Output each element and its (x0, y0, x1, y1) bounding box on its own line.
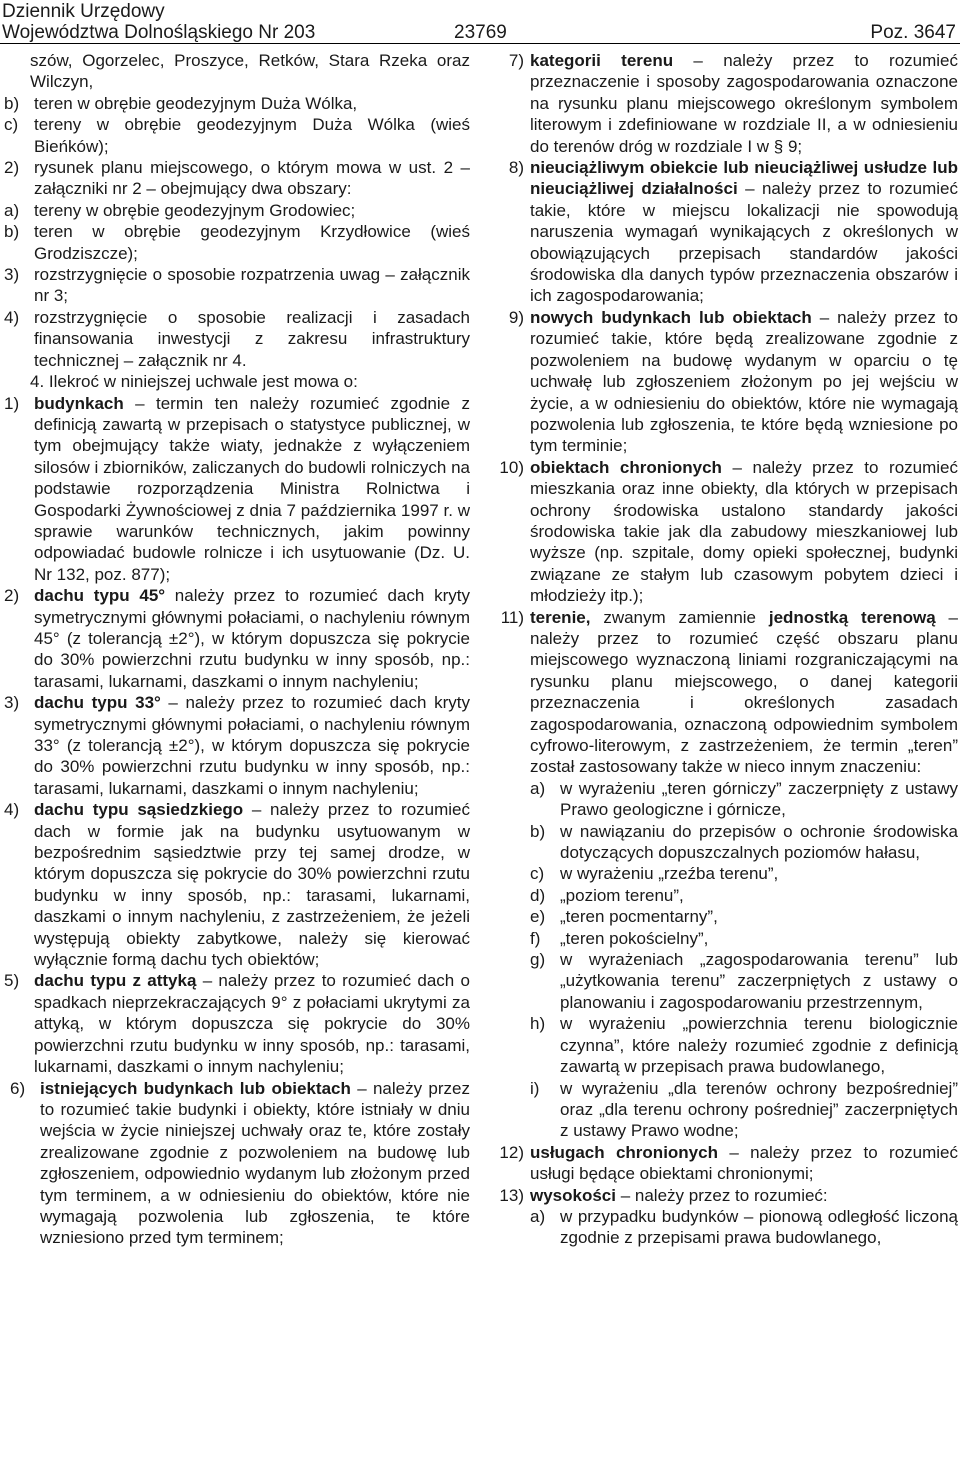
list-item: a) tereny w obrębie geodezyjnym Grodowiec; (4, 200, 356, 220)
sub-item: e) „teren pocmentarny”, (530, 907, 718, 927)
definition-item: 5) dachu typu z attyką – należy przez to rozumieć dach o spadkach nieprzekraczających 9° z połaciami ukrytymi za attyką, w którym dopuszcza się pokrycie do 30% powierzchni rzutu budynku w inny sposób, np.: tarasami, lukarnami, daszkami o innym nachyleniu; (4, 971, 470, 1077)
term: istniejących budynkach lub obiektach (40, 1078, 351, 1098)
list-item: c) tereny w obrębie geodezyjnym Duża Wólka (wieś Bieńków); (4, 115, 470, 156)
definition-item: 6) istniejących budynkach lub obiektach – należy przez to rozumieć takie budynki i obiekty, które istniały w dniu wejścia w życie niniejszej uchwały oraz te, które zostały zrealizowane zgodnie z pozwoleniem na budowę lub zgłoszeniem, odpowiednio wydanym lub złożonym przed tym terminem, a w odniesieniu do obiektów, które nie wymagają pozwolenia lub zgłoszenia, te które wzniesiono przed tym terminem; (10, 1078, 470, 1248)
sub-item: g) w wyrażeniach „zagospodarowania terenu” lub „użytkowania terenu” zaczerpniętych z ustawy o planowaniu i zagospodarowaniu przestrzennym, (530, 950, 958, 1012)
position-number: Poz. 3647 (870, 22, 956, 43)
list-item: 3) rozstrzygnięcie o sposobie rozpatrzenia uwag – załącznik nr 3; (4, 265, 470, 306)
journal-title: Dziennik Urzędowy (2, 1, 165, 22)
list-item-continuation: szów, Ogorzelec, Proszyce, Retków, Stara Rzeka oraz Wilczyn, (30, 51, 470, 92)
sub-item: a) w przypadku budynków – pionową odległość liczoną zgodnie z przepisami prawa budowlanego, (530, 1206, 958, 1248)
term: wysokości (530, 1185, 616, 1205)
term: obiektach chronionych (530, 457, 722, 477)
definition-item: 10) obiektach chronionych – należy przez to rozumieć mieszkania oraz inne obiekty, dla których w przepisach ochrony środowiska ustalono standardy jakości środowiska takie jak dla zabudowy mieszkaniowej lub wyższe (np. szpitale, domy opieki społecznej, budynki związane ze stałym lub czasowym pobytem dzieci i młodzieży itp.); (499, 457, 958, 606)
term: kategorii terenu (530, 51, 674, 70)
term: dachu typu z attyką (34, 971, 197, 991)
sub-item: a) w wyrażeniu „teren górniczy” zaczerpnięty z ustawy Prawo geologiczne i górnicze, (530, 778, 958, 820)
definition-item: 9) nowych budynkach lub obiektach – należy przez to rozumieć takie, które będą zrealizowane zgodnie z pozwoleniem na budowę wydanym w oparciu o tę uchwałę lub zgłoszeniem złożonym po jej wejściu w życie, a w odniesieniu do obiektów, które nie wymagają pozwolenia lub zgłoszenia, te które będą wzniesione po tym terminie; (508, 307, 958, 456)
definition-item: 1) budynkach – termin ten należy rozumieć zgodnie z definicją zawartą w przepisach o statystyce publicznej, w tym obejmujący także wiaty, jednakże z wyłączeniem silosów i zbiorników, zaliczanych do budowli rolniczych na podstawie rozporządzenia Ministra Rolnictwa i Gospodarki Żywnościowej z dnia 7 października 1997 r. w sprawie warunków technicznych, jakim powinny odpowiadać budowle rolnicze i ich usytuowanie (Dz. U. Nr 132, poz. 877); (4, 393, 470, 584)
page-number: 23769 (454, 22, 507, 43)
definition-item: 12) usługach chronionych – należy przez to rozumieć usługi będące obiektami chronionymi; (499, 1142, 959, 1184)
sub-item: b) w nawiązaniu do przepisów o ochronie środowiska dotyczących dopuszczalnych poziomów hałasu, (530, 821, 958, 863)
paragraph-heading: 4. Ilekroć w niniejszej uchwale jest mowa o: (30, 372, 358, 392)
definition-item: 11) terenie, zwanym zamiennie jednostką terenową – należy przez to rozumieć część obszaru planu miejscowego wyznaczoną liniami rozgraniczającymi na rysunku planu miejscowego, o danej kategorii przeznaczenia i określonych zasadach zagospodarowania, oznaczoną odpowiednim symbolem cyfrowo-literowym, z zastrzeżeniem, że termin „teren” został zastosowany także w nieco innym znaczeniu: (500, 607, 958, 777)
header-divider (0, 43, 960, 44)
sub-item: i) w wyrażeniu „dla terenów ochrony bezpośredniej” oraz „dla terenu ochrony pośredniej” zaczerpniętych z ustawy Prawo wodne; (530, 1078, 958, 1141)
list-item: 2) rysunek planu miejscowego, o którym mowa w ust. 2 – załączniki nr 2 – obejmujący dwa obszary: (4, 158, 470, 199)
right-column (490, 50, 958, 1249)
term: nieuciążliwym obiekcie lub nieuciążliwej usłudze lub nieuciążliwej działalności (530, 158, 958, 199)
list-item: b) teren w obrębie geodezyjnym Duża Wólka, (4, 93, 358, 113)
list-item: 4) rozstrzygnięcie o sposobie realizacji i zasadach finansowania inwestycji z zakresu infrastruktury technicznej – załącznik nr 4. (4, 307, 470, 370)
definition-item: 3) dachu typu 33° – należy przez to rozumieć dach kryty symetrycznymi głównymi połaciami, o nachyleniu równym 33° (z tolerancją ±2°), w którym dopuszcza się pokrycie do 30% powierzchni rzutu budynku w inny sposób, np.: tarasami, lukarnami, daszkami o innym nachyleniu; (4, 693, 470, 798)
sub-item: h) w wyrażeniu „powierzchnia terenu biologicznie czynna”, które należy rozumieć zgodnie z definicją zawartą w przepisach prawa budowlanego, (530, 1014, 958, 1077)
list-item: b) teren w obrębie geodezyjnym Krzydłowice (wieś Grodziszcze); (4, 222, 470, 263)
term: nowych budynkach lub obiektach (530, 307, 812, 327)
term: dachu typu 33° (34, 693, 161, 713)
sub-item: c) w wyrażeniu „rzeźba terenu”, (530, 864, 779, 884)
definition-item: 7) kategorii terenu – należy przez to rozumieć przeznaczenie i sposoby zagospodarowania oznaczone na rysunku planu miejscowego określonym symbolem literowym i zdefiniowane w rozdziale II, a w odniesieniu do terenów dróg w rozdziale I w § 9; (508, 51, 958, 156)
definition-item: 4) dachu typu sąsiedzkiego – należy przez to rozumieć dach w formie jak na budynku usytuowanym w bezpośrednim sąsiedztwie przy tej samej drodze, w którym dopuszcza się pokrycie do 30% powierzchni rzutu budynku w inny sposób, np.: tarasami, lukarnami, daszkami o innym nachyleniu, z zastrzeżeniem, że jeżeli występują obiekty zabytkowe, należy się kierować wyłącznie formą dachu tych obiektów; (4, 800, 470, 970)
term: usługach chronionych (530, 1142, 718, 1162)
term: budynkach (34, 393, 124, 413)
term: dachu typu sąsiedzkiego (34, 800, 244, 820)
term: jednostką terenową (768, 607, 936, 627)
left-column (4, 50, 470, 1249)
sub-item: d) „poziom terenu”, (530, 885, 684, 905)
page-header (0, 0, 960, 44)
sub-item: f) „teren pokościelny”, (530, 928, 709, 948)
definition-item: 2) dachu typu 45° należy przez to rozumieć dach kryty symetrycznymi głównymi połaciami, o nachyleniu równym 45° (z tolerancją ±2°), w którym dopuszcza się pokrycie do 30% powierzchni rzutu budynku w inny sposób, np.: tarasami, lukarnami, daszkami o innym nachyleniu; (4, 586, 470, 691)
term: terenie, (530, 607, 591, 627)
definition-item: 8) nieuciążliwym obiekcie lub nieuciążliwej usłudze lub nieuciążliwej działalności – należy przez to rozumieć takie, które w miejscu lokalizacji nie spowodują naruszenia wymagań wynikających z określonych w obowiązujących przepisach standardów jakości środowiska dla danych typów przeznaczenia obszarów i ich zagospodarowania; (508, 158, 959, 306)
definition-item: 13) wysokości – należy przez to rozumieć: (499, 1185, 828, 1205)
term: dachu typu 45° (34, 586, 166, 606)
journal-subtitle: Województwa Dolnośląskiego Nr 203 (2, 22, 316, 43)
